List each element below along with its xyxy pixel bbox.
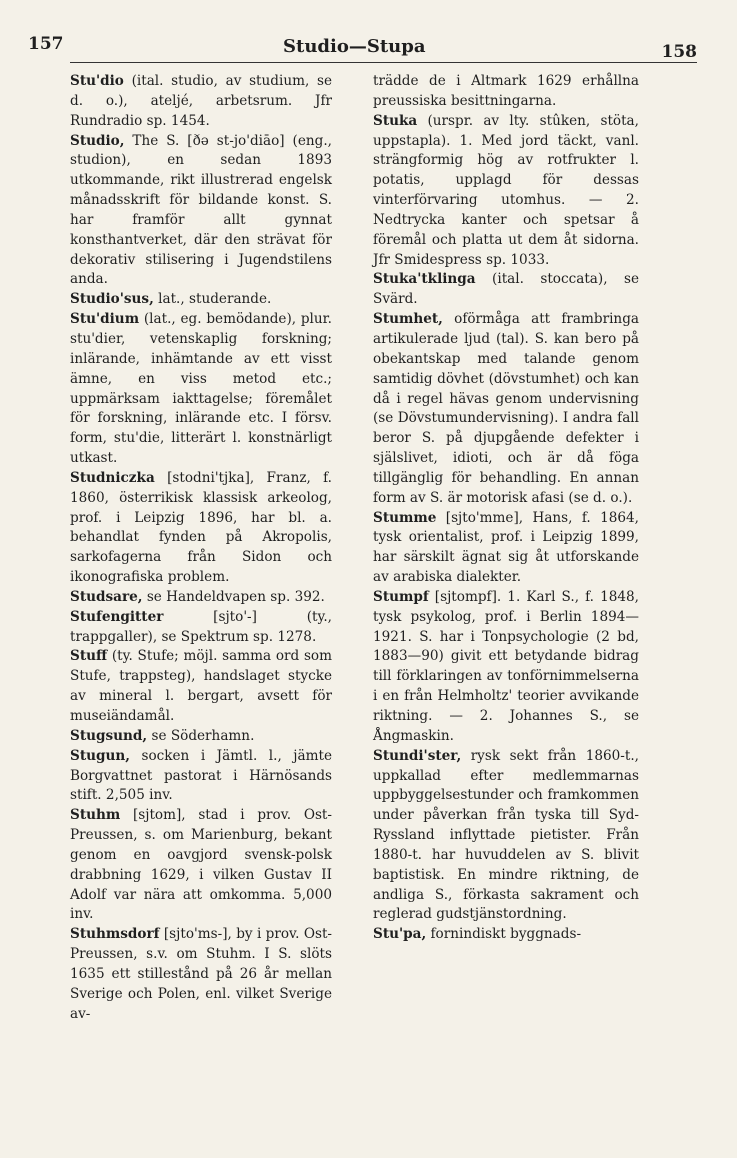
entry-text: (ital. stoccata), se Svärd. (373, 271, 639, 308)
entry-headword: Stundi'ster, (373, 747, 462, 764)
entry-headword: Stumhet, (373, 311, 443, 328)
dictionary-entry (70, 310, 332, 469)
entry-text: oförmåga att frambringa artikulerade ljud (tal). S. kan bero på obekantskap med talande genom samtidig dövhet (dövstumhet) och kan då i regel hävas genom undervisning (se Dövstumundervisning). I andra fall beror S. på djupgående defekter i själslivet, idioti, och är då föga tillgänglig för behandling. En annan form av S. är motorisk afasi (se d. o.). (373, 311, 639, 506)
entry-headword: Stu'pa, (373, 926, 427, 943)
dictionary-entry (70, 647, 332, 726)
entry-headword: Studio'sus, (70, 291, 154, 308)
dictionary-entry (70, 588, 332, 608)
entry-text: (urspr. av lty. stûken, stöta, uppstapla). 1. Med jord täckt, vanl. strängformig hög av rotfrukter l. potatis, upplagd för dessas vinterförvaring utomhus. — 2. Nedtrycka kanter och spetsar å föremål och platta ut dem åt sidorna. Jfr Smidespress sp. 1033. (373, 112, 639, 268)
entry-headword: Studio, (70, 132, 125, 149)
entry-text: [sjto'-] (ty., trappgaller), se Spektrum sp. 1278. (70, 608, 332, 645)
entry-headword: Stuff (70, 648, 108, 665)
entry-headword: Studniczka (70, 469, 155, 486)
dictionary-entry (70, 72, 332, 132)
page-header (28, 34, 697, 64)
entry-text: se Söderhamn. (147, 727, 255, 744)
dictionary-entry (373, 588, 639, 747)
entry-text: socken i Jämtl. l., jämte Borgvattnet pastorat i Härnösands stift. 2,505 inv. (70, 747, 332, 804)
right-column (373, 72, 639, 945)
header-rule (70, 62, 697, 63)
entry-headword: Stuka (373, 112, 418, 129)
entry-headword: Stuhmsdorf (70, 926, 160, 943)
entry-headword: Studsare, (70, 588, 143, 605)
running-head: Studio—Stupa (283, 36, 426, 57)
dictionary-entry (373, 310, 639, 508)
dictionary-entry (70, 925, 332, 1024)
dictionary-entry (70, 290, 332, 310)
entry-text: se Handeldvapen sp. 392. (142, 588, 325, 605)
entry-headword: Stumpf (373, 588, 429, 605)
dictionary-entry (70, 608, 332, 648)
dictionary-entry (70, 806, 332, 925)
entry-text: [sjtompf]. 1. Karl S., f. 1848, tysk psykolog, prof. i Berlin 1894—1921. S. har i Tonpsychologie (2 bd, 1883—90) givit ett betydande bidrag till förklaringen av tonförnimmelserna i en från Helmholtz' teorier avvikande riktning. — 2. Johannes S., se Ångmaskin. (373, 588, 639, 744)
left-column (70, 72, 332, 1025)
entry-text: trädde de i Altmark 1629 erhållna preussiska besittningarna. (373, 73, 639, 109)
entry-text: [sjto'ms-], by i prov. Ost-Preussen, s.v. om Stuhm. I S. slöts 1635 ett stillestånd på 26 år mellan Sverige och Polen, enl. vilket Sverige av- (70, 926, 332, 1022)
page-number-right: 158 (661, 42, 697, 62)
dictionary-entry (70, 747, 332, 807)
entry-text: The S. [ðə st-jo'diāo] (eng., studion), en sedan 1893 utkommande, rikt illustrerad engelsk månadsskrift för bildande konst. S. har framför allt gynnat konsthantverket, där den strävat för dekorativ stilisering i Jugendstilens anda. (70, 132, 332, 288)
dictionary-entry (70, 469, 332, 588)
entry-text: fornindiskt byggnads- (426, 926, 582, 943)
entry-headword: Stufengitter (70, 608, 164, 625)
entry-text: [sjto'mme], Hans, f. 1864, tysk orientalist, prof. i Leipzig 1899, har särskilt ägnat sig åt utforskande av arabiska dialekter. (373, 509, 639, 586)
entry-text: [stodni'tjka], Franz, f. 1860, österrikisk klassisk arkeolog, prof. i Leipzig 1896, har bl. a. behandlat fynden på Akropolis, sarkofagerna från Sidon och ikonografiska problem. (70, 469, 332, 586)
dictionary-entry (373, 925, 639, 945)
entry-headword: Stu'dium (70, 311, 140, 328)
page-number-left: 157 (28, 34, 64, 54)
entry-headword: Stugun, (70, 747, 130, 764)
dictionary-entry (373, 509, 639, 588)
entry-text: (ty. Stufe; möjl. samma ord som Stufe, trappsteg), handslaget stycke av mineral l. bergart, avsett för museiändamål. (70, 648, 332, 724)
entry-text: rysk sekt från 1860-t., uppkallad efter medlemmarnas uppbyggelsestunder och framkommen under påverkan från tyska till Syd-Ryssland inflyttade pietister. Från 1880-t. har huvuddelen av S. blivit baptistisk. En mindre riktning, de andliga S., förkasta sakrament och reglerad gudstjänstordning. (373, 747, 639, 923)
dictionary-entry (70, 727, 332, 747)
entry-headword: Stugsund, (70, 727, 148, 744)
dictionary-entry (70, 132, 332, 291)
dictionary-entry (373, 72, 639, 112)
dictionary-entry (373, 747, 639, 926)
entry-text: (ital. studio, av studium, se d. o.), ateljé, arbetsrum. Jfr Rundradio sp. 1454. (70, 73, 332, 129)
entry-headword: Stu'dio (70, 73, 124, 89)
entry-headword: Stumme (373, 509, 437, 526)
entry-headword: Stuhm (70, 807, 121, 824)
dictionary-entry (373, 270, 639, 310)
entry-headword: Stuka'tklinga (373, 271, 476, 288)
entry-text: lat., studerande. (153, 291, 272, 308)
entry-text: [sjtom], stad i prov. Ost-Preussen, s. om Marienburg, bekant genom en oavgjord svensk-polsk drabbning 1629, i vilken Gustav II Adolf var nära att omkomma. 5,000 inv. (70, 807, 332, 923)
entry-text: (lat., eg. bemödande), plur. stu'dier, vetenskaplig forskning; inlärande, inhämtande av ett visst ämne, en viss metod etc.; uppmärksam iakttagelse; föremålet för forskning, inlärande etc. I försv. form, stu'die, litterärt l. konstnärligt utkast. (70, 311, 332, 467)
dictionary-entry (373, 112, 639, 271)
